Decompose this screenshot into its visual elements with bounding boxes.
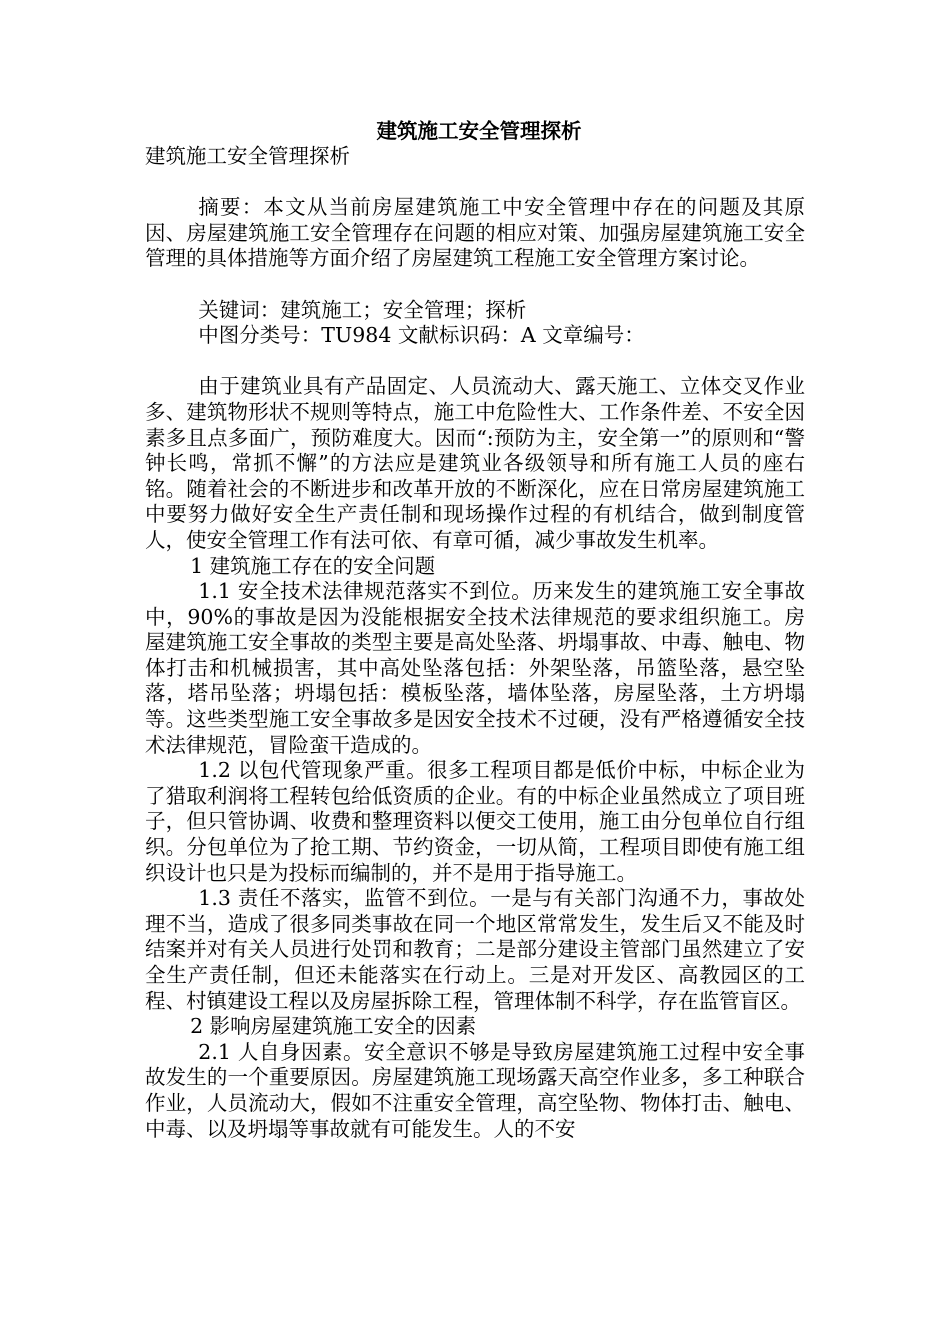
spacer bbox=[145, 349, 805, 375]
classification-line: 中图分类号：TU984 文献标识码：A 文章编号： bbox=[198, 323, 645, 348]
document-subtitle: 建筑施工安全管理探析 bbox=[145, 144, 350, 168]
section-2-heading: 2 影响房屋建筑施工安全的因素 bbox=[190, 1014, 477, 1039]
section-1-1-paragraph: 1.1 安全技术法律规范落实不到位。历来发生的建筑施工安全事故中，90%的事故是因为没能根据安全技术法律规范的要求组织施工。房屋建筑施工安全事故的类型主要是高处坠落、坍塌事故、中毒、触电、物体打击和机械损害，其中高处坠落包括：外架坠落，吊篮坠落，悬空坠落，塔吊坠落；坍塌包括：模板坠落，墙体坠落，房屋坠落，土方坍塌等。这些类型施工安全事故多是因安全技术不过硬，没有严格遵循安全技术法律规范，冒险蛮干造成的。 bbox=[145, 579, 805, 757]
intro-paragraph: 由于建筑业具有产品固定、人员流动大、露天施工、立体交叉作业多、建筑物形状不规则等特点，施工中危险性大、工作条件差、不安全因素多且点多面广，预防难度大。因而“:预防为主，安全第一”的原则和“警钟长鸣，常抓不懈”的方法应是建筑业各级领导和所有施工人员的座右铭。随着社会的不断进步和改革开放的不断深化，应在日常房屋建筑施工中要努力做好安全生产责任制和现场操作过程的有机结合，做到制度管人，使安全管理工作有法可依、有章可循，减少事故发生机率。 bbox=[145, 374, 805, 552]
section-1-heading: 1 建筑施工存在的安全问题 bbox=[190, 553, 436, 578]
keywords-line: 关键词：建筑施工；安全管理；探析 bbox=[198, 297, 527, 322]
abstract-paragraph: 摘要：本文从当前房屋建筑施工中安全管理中存在的问题及其原因、房屋建筑施工安全管理存在问题的相应对策、加强房屋建筑施工安全管理的具体措施等方面介绍了房屋建筑工程施工安全管理方案讨论。 bbox=[145, 195, 805, 271]
document-body bbox=[145, 118, 805, 1142]
section-1-2-paragraph: 1.2 以包代管现象严重。很多工程项目都是低价中标，中标企业为了猎取利润将工程转包给低资质的企业。有的中标企业虽然成立了项目班子，但只管协调、收费和整理资料以便交工使用，施工由分包单位自行组织。分包单位为了抢工期、节约资金，一切从简，工程项目即使有施工组织设计也只是为投标而编制的，并不是用于指导施工。 bbox=[145, 758, 805, 885]
spacer bbox=[145, 272, 805, 298]
document-title: 建筑施工安全管理探析 bbox=[376, 119, 582, 143]
section-1-3-paragraph: 1.3 责任不落实，监管不到位。一是与有关部门沟通不力，事故处理不当，造成了很多同类事故在同一个地区常常发生，发生后又不能及时结案并对有关人员进行处罚和教育；二是部分建设主管部门虽然建立了安全生产责任制，但还未能落实在行动上。三是对开发区、高教园区的工程、村镇建设工程以及房屋拆除工程，管理体制不科学，存在监管盲区。 bbox=[145, 886, 805, 1013]
section-2-1-paragraph: 2.1 人自身因素。安全意识不够是导致房屋建筑施工过程中安全事故发生的一个重要原因。房屋建筑施工现场露天高空作业多，多工种联合作业，人员流动大，假如不注重安全管理，高空坠物、物体打击、触电、中毒、以及坍塌等事故就有可能发生。人的不安 bbox=[145, 1039, 805, 1141]
spacer bbox=[145, 170, 805, 196]
